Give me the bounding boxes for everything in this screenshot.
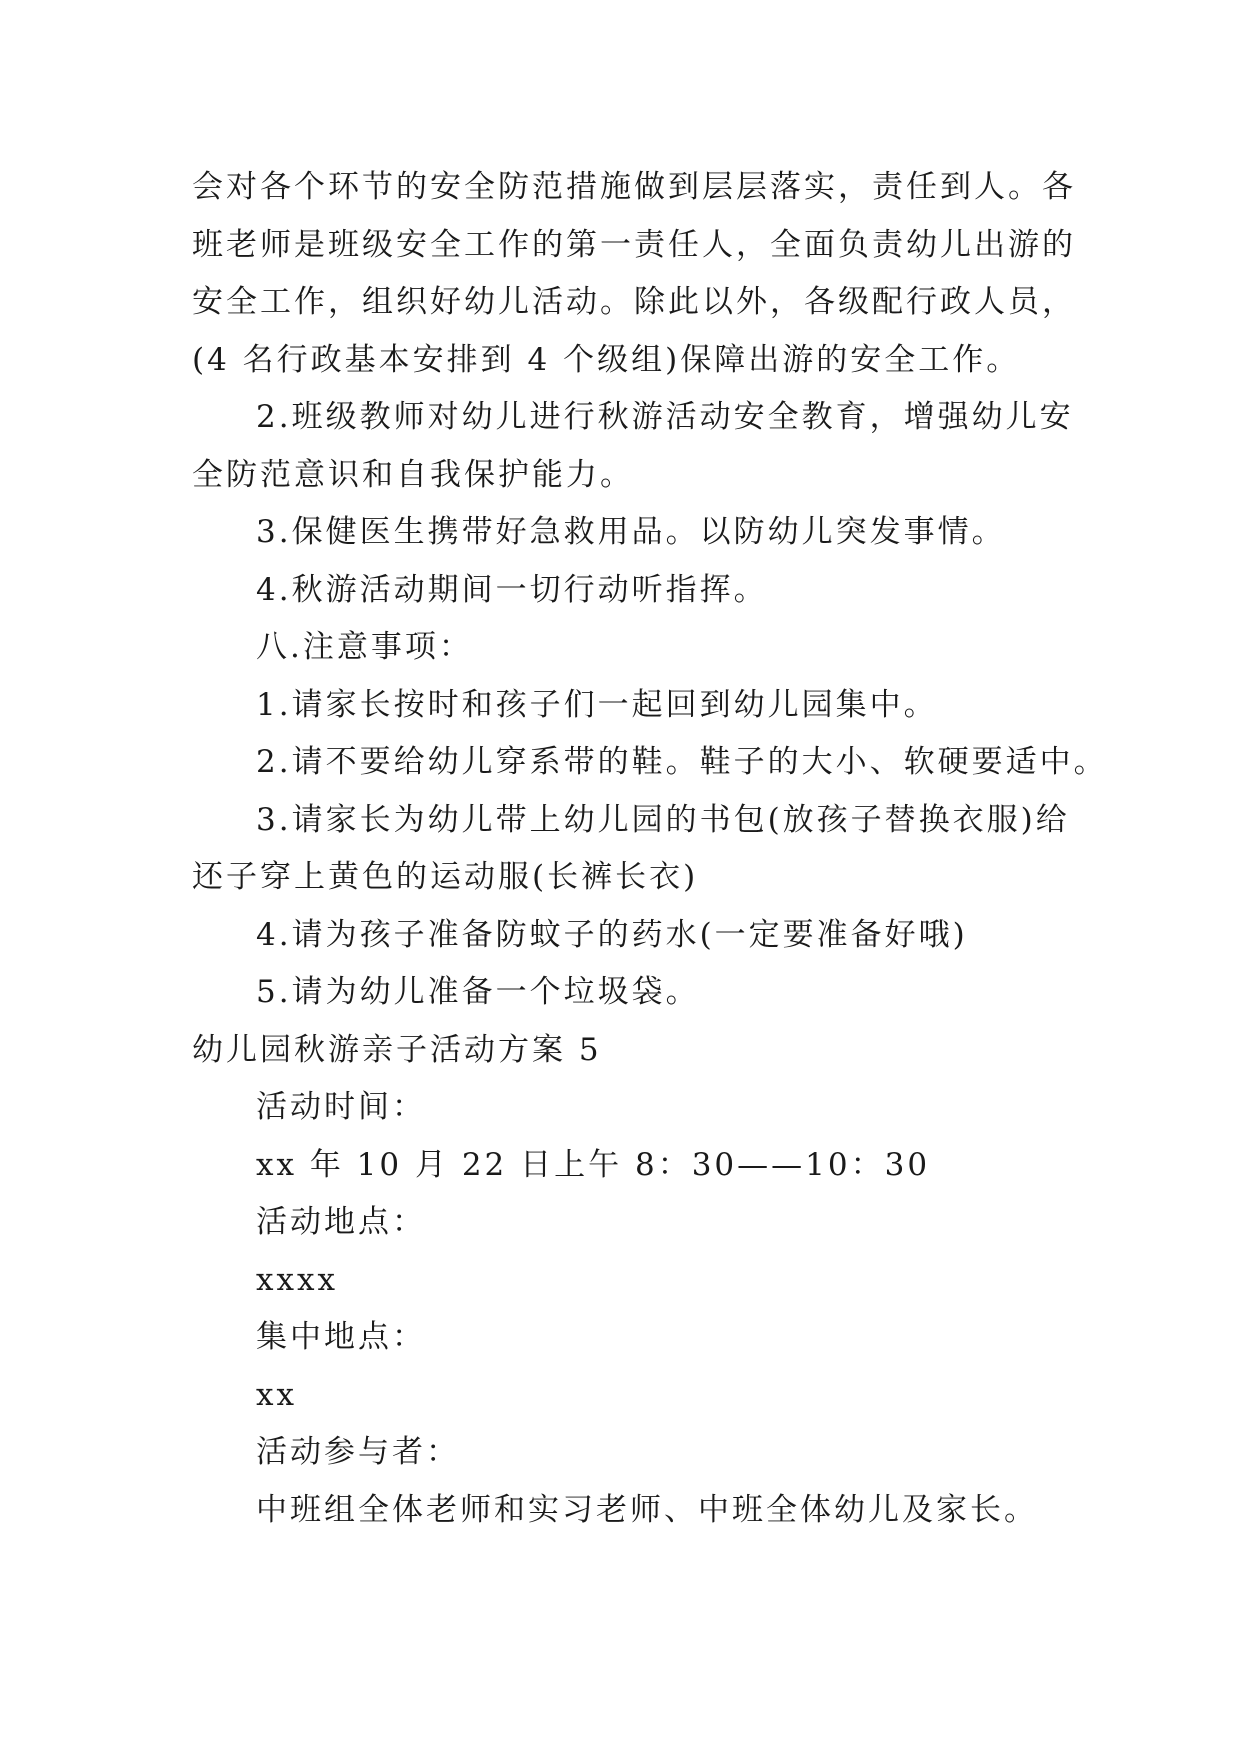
field-label: 活动参与者： — [256, 1434, 460, 1470]
section-heading: 八.注意事项： — [256, 629, 473, 665]
field-value: xx 年 10 月 22 日上午 8：30——10：30 — [256, 1146, 931, 1183]
body-line: 2.请不要给幼儿穿系带的鞋。鞋子的大小、软硬要适中。 — [256, 744, 1108, 780]
field-label: 集中地点： — [256, 1319, 426, 1355]
field-label: 活动时间： — [256, 1089, 426, 1125]
body-line: 3.保健医生携带好急救用品。以防幼儿突发事情。 — [256, 514, 1006, 550]
body-line: 4.请为孩子准备防蚊子的药水(一定要准备好哦) — [256, 916, 968, 953]
body-line: (4 名行政基本安排到 4 个级组)保障出游的安全工作。 — [192, 341, 1021, 378]
field-value: xx — [256, 1376, 297, 1413]
body-line: 2.班级教师对幼儿进行秋游活动安全教育，增强幼儿安 — [256, 399, 1074, 435]
field-label: 活动地点： — [256, 1204, 426, 1240]
body-line: 还子穿上黄色的运动服(长裤长衣) — [192, 859, 699, 895]
body-line: 4.秋游活动期间一切行动听指挥。 — [256, 571, 768, 608]
document-title: 幼儿园秋游亲子活动方案 5 — [192, 1031, 602, 1068]
field-value: 中班组全体老师和实习老师、中班全体幼儿及家长。 — [256, 1491, 1038, 1528]
body-line: 会对各个环节的安全防范措施做到层层落实，责任到人。各 — [192, 169, 1076, 205]
body-line: 5.请为幼儿准备一个垃圾袋。 — [256, 974, 700, 1010]
body-line: 全防范意识和自我保护能力。 — [192, 456, 634, 493]
body-line: 安全工作，组织好幼儿活动。除此以外，各级配行政人员， — [192, 284, 1076, 320]
body-line: 3.请家长为幼儿带上幼儿园的书包(放孩子替换衣服)给 — [256, 801, 1070, 838]
document-body — [192, 159, 1108, 1539]
body-line: 班老师是班级安全工作的第一责任人，全面负责幼儿出游的 — [192, 226, 1076, 263]
body-line: 1.请家长按时和孩子们一起回到幼儿园集中。 — [256, 686, 938, 723]
field-value: xxxx — [256, 1261, 338, 1298]
